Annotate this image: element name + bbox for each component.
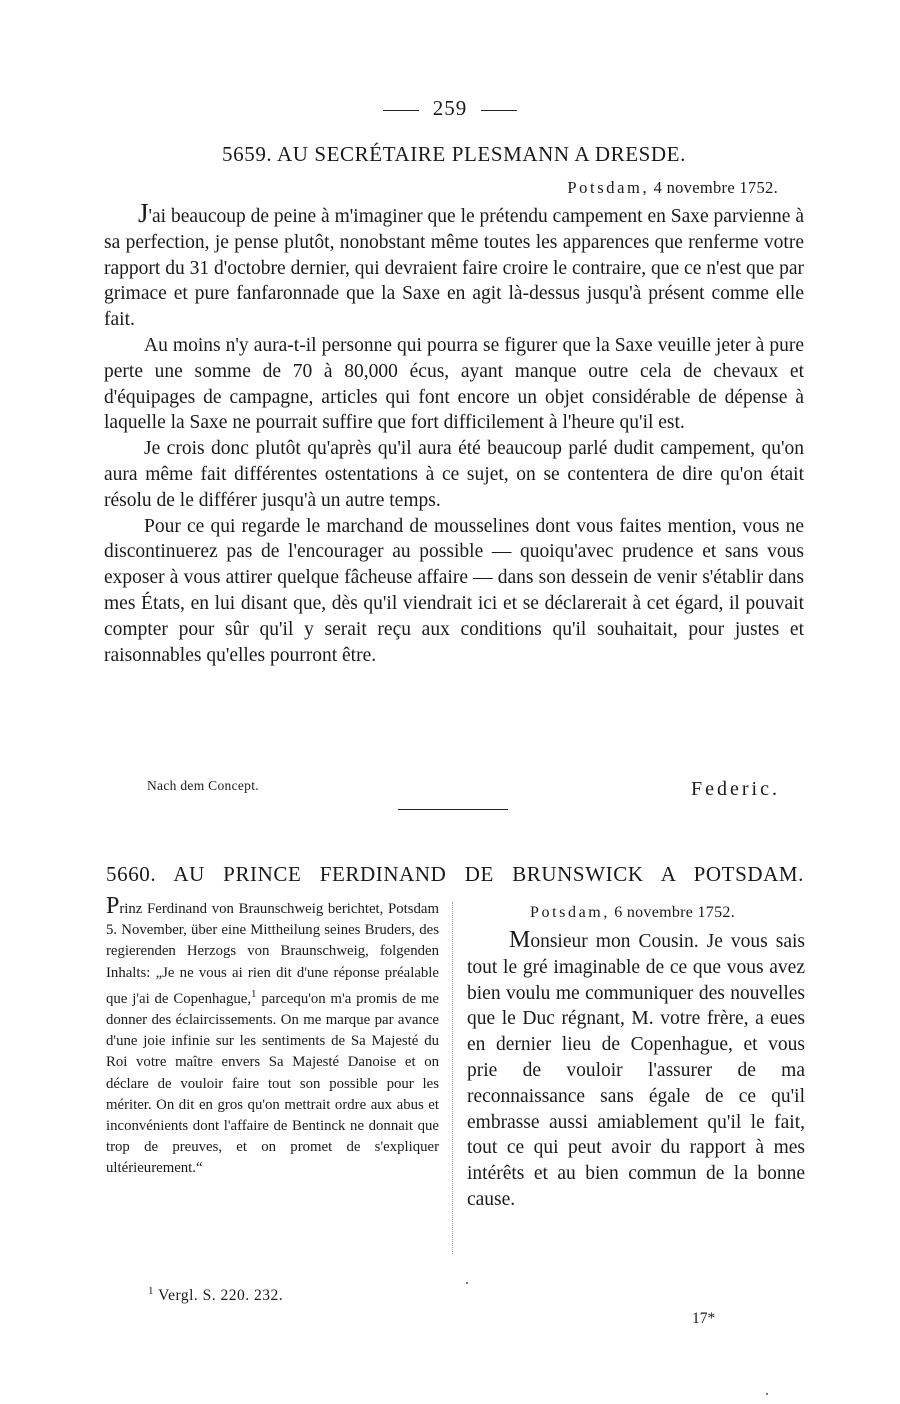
letter-5660-dropcap: M bbox=[509, 927, 531, 953]
letter-5660-summary-text-a: rinz Ferdinand von Braunschweig berichtet, Potsdam 5. November, über eine Mittheilung seines Bruders, des regierenden Herzogs von Braunschweig, folgenden Inhalts: „Je ne vous ai rien dit d'une réponse préalable que j'ai de Copenhague, bbox=[106, 901, 439, 1007]
footnote bbox=[148, 1285, 283, 1305]
letter-5659-date-rest: 4 novembre 1752. bbox=[649, 178, 778, 197]
letter-5659-body bbox=[104, 198, 804, 668]
letter-5660-dateline bbox=[530, 904, 735, 922]
letter-5659-paragraph-text: 'ai beaucoup de peine à m'imaginer que le prétendu campement en Saxe parvienne à sa perfection, je pense plutôt, nonobstant même toutes les apparences que renferme votre rapport du 31 d'octobre dernier, qui devraient faire croire le contraire, que ce n'est que par grimace et pure fanfaronnade que la Saxe en agit là-dessus jusqu'à présent comme elle fait. bbox=[104, 206, 804, 331]
letter-5660-summary-dropcap: P bbox=[106, 893, 120, 919]
signature: Federic. bbox=[691, 778, 780, 800]
letter-5660-paragraph-text: onsieur mon Cousin. Je vous sais tout le gré imaginable de ce que vous avez bien voulu me communiquer des nouvelles que le Duc régnant, M. votre frère, a eues en dernier lieu de Copenhague, et vous prie de vouloir l'assurer de ma reconnaissance sans égale de ce qu'il embrasse aussi amiablement qu'il le fait, tout ce qui peut avoir du rapport à mes intérêts et au bien commun de la bonne cause. bbox=[467, 931, 805, 1210]
header-dash-right bbox=[481, 110, 517, 111]
letter-5659-dropcap: J bbox=[138, 198, 149, 228]
paper-speck bbox=[466, 1282, 468, 1284]
letter-5660-summary-column bbox=[106, 893, 439, 1180]
letter-5660-date-place: Potsdam, bbox=[530, 904, 610, 921]
letter-5659-title: 5659. AU SECRÉTAIRE PLESMANN A DRESDE. bbox=[222, 142, 686, 166]
header-dash-left bbox=[383, 110, 419, 111]
letter-5660-summary-text-b: parcequ'on m'a promis de me donner des éclaircissements. On me marque par avance d'une joie infinie sur les sentiments de Sa Majesté du Roi votre maître envers Sa Majesté Danoise et on déclare de vouloir faire tout son possible pour les mériter. On dit en gros qu'on mettrait ordre aux abus et inconvénients dont l'affaire de Bentinck ne donnait que trop de preuves, et on promet de s'expliquer ultérieurement.“ bbox=[106, 990, 439, 1177]
paper-speck bbox=[766, 1393, 768, 1395]
letter-5659-paragraph: Je crois donc plutôt qu'après qu'il aura été beaucoup parlé dudit campement, qu'on aura même fait différentes ostentations à ce sujet, on se contentera de dire qu'on était résolu de le différer jusqu'à un autre temps. bbox=[104, 438, 804, 511]
footnote-marker: 1 bbox=[148, 1285, 154, 1297]
sheet-signature: 17* bbox=[692, 1310, 716, 1327]
source-note: Nach dem Concept. bbox=[147, 778, 259, 793]
column-divider bbox=[452, 902, 453, 1254]
footnote-text: Vergl. S. 220. 232. bbox=[154, 1287, 284, 1305]
section-divider bbox=[398, 809, 508, 810]
letter-5660-summary bbox=[106, 893, 439, 1180]
letter-5659-paragraph: Pour ce qui regarde le marchand de mousselines dont vous faites mention, vous ne discontinuerez pas de l'encourager au possible — quoiqu'avec prudence et sans vous exposer à vous attirer quelque fâcheuse affaire — dans son dessein de venir s'établir dans mes États, en lui disant que, dès qu'il viendrait ici et se déclarerait à cet égard, il pouvait compter pour sûr qu'il y serait reçu aux conditions qu'il souhaitait, pour justes et raisonnables qu'elles pourront être. bbox=[104, 515, 804, 666]
letter-5660-date-rest: 6 novembre 1752. bbox=[609, 904, 735, 921]
letter-5659-paragraph bbox=[104, 198, 804, 333]
page-header bbox=[0, 96, 900, 121]
letter-5659-paragraph: Au moins n'y aura-t-il personne qui pourra se figurer que la Saxe veuille jeter à pure perte une somme de 70 à 80,000 écus, ayant manque outre cela de chevaux et d'équipages de campagne, articles qui font encore un objet considérable de dépense à laquelle la Saxe ne pourrait suffire que fort difficilement à l'heure qu'il est. bbox=[104, 334, 804, 434]
footnote-reference: 1 bbox=[251, 987, 257, 1000]
letter-5660-title: 5660. AU PRINCE FERDINAND DE BRUNSWICK A POTSDAM. bbox=[106, 862, 804, 886]
letter-5660-body bbox=[467, 928, 805, 1213]
page-number: 259 bbox=[432, 96, 468, 120]
letter-5659-dateline bbox=[567, 178, 778, 198]
letter-5659-date-place: Potsdam, bbox=[567, 178, 650, 197]
letter-5660-paragraph bbox=[467, 928, 805, 1213]
